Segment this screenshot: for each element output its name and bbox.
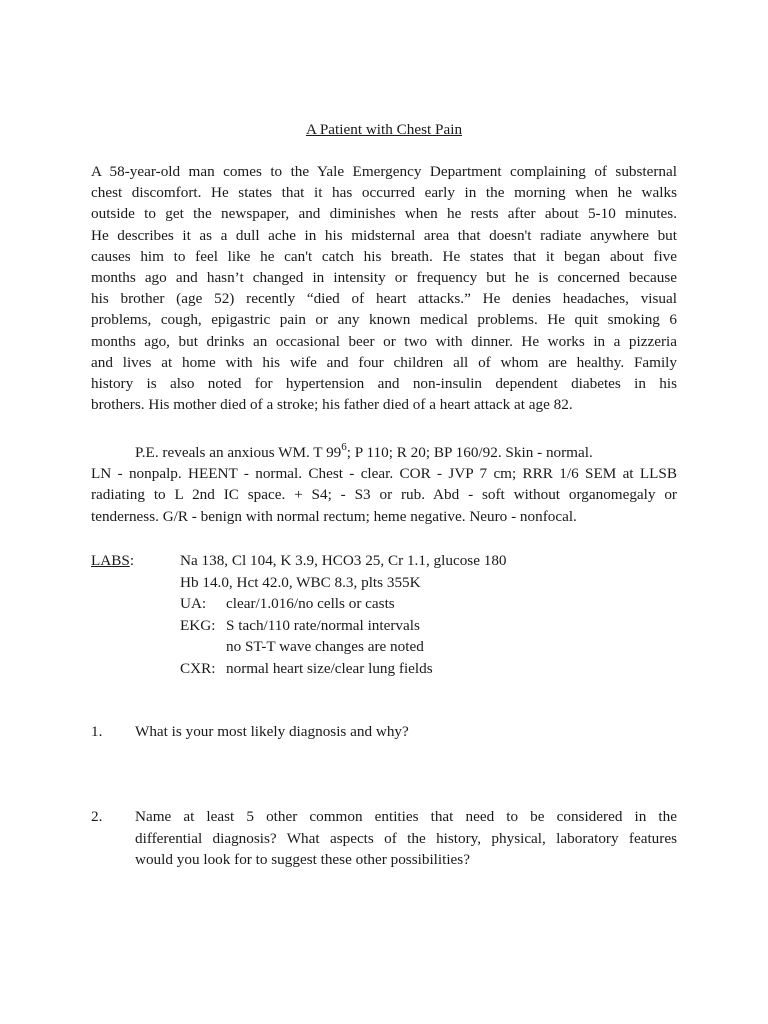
exam-vitals-suffix: ; P 110; R 20; BP 160/92. Skin - normal. xyxy=(346,444,593,461)
ua-key: UA: xyxy=(180,595,207,612)
question-text xyxy=(135,806,677,871)
ua-value: clear/1.016/no cells or casts xyxy=(226,595,395,612)
labs-label-text: LABS xyxy=(91,552,130,569)
exam-paragraph xyxy=(91,442,677,527)
history-line: problems, cough, epigastric pain or any known medical problems. He quit smoking 6 xyxy=(91,311,677,329)
history-line: his brother (age 52) recently “died of heart attacks.” He denies headaches, visual xyxy=(91,290,677,308)
cxr-key: CXR: xyxy=(180,659,216,677)
labs-ekg-row xyxy=(180,615,420,637)
question-number: 1. xyxy=(91,723,103,740)
exam-line-3: radiating to L 2nd IC space. + S4; - S3 or rub. Abd - soft without organomegaly or xyxy=(91,486,677,504)
labs-ekg-row-2 xyxy=(180,636,424,658)
labs-label-colon: : xyxy=(129,552,135,569)
question-line: would you look for to suggest these other possibilities? xyxy=(135,851,470,868)
history-line: chest discomfort. He states that it has occurred early in the morning when he walks xyxy=(91,184,677,202)
labs-label xyxy=(91,550,134,572)
question-line: differential diagnosis? What aspects of the history, physical, laboratory features xyxy=(135,829,677,847)
question-text: What is your most likely diagnosis and why? xyxy=(135,723,409,740)
history-paragraph xyxy=(91,161,677,415)
exam-line-1 xyxy=(91,442,677,463)
history-line: history is also noted for hypertension and non-insulin dependent diabetes in his xyxy=(91,375,677,393)
question-1 xyxy=(91,721,677,743)
question-line: Name at least 5 other common entities that need to be considered in the xyxy=(135,808,677,825)
history-line: outside to get the newspaper, and diminishes when he rests after about 5-10 minutes. xyxy=(91,205,677,223)
exam-line-2: LN - nonpalp. HEENT - normal. Chest - clear. COR - JVP 7 cm; RRR 1/6 SEM at LLSB xyxy=(91,465,677,483)
history-line: causes him to feel like he can't catch his breath. He states that it began about five xyxy=(91,247,677,265)
labs-ua-row xyxy=(180,593,395,615)
history-line: months ago, but drinks an occasional beer or two with dinner. He works in a pizzeria xyxy=(91,332,677,350)
ekg-key: EKG: xyxy=(180,616,216,634)
temperature-superscript: 6 xyxy=(341,440,347,453)
exam-vitals-prefix: P.E. reveals an anxious WM. T 99 xyxy=(135,444,342,461)
ekg-value-2: no ST-T wave changes are noted xyxy=(226,638,424,655)
labs-cxr-row xyxy=(180,658,433,680)
labs-hematology: Hb 14.0, Hct 42.0, WBC 8.3, plts 355K xyxy=(180,573,421,591)
history-line: A 58-year-old man comes to the Yale Emergency Department complaining of substernal xyxy=(91,163,677,180)
labs-chemistry: Na 138, Cl 104, K 3.9, HCO3 25, Cr 1.1, glucose 180 xyxy=(180,552,507,569)
question-2 xyxy=(91,806,677,871)
ekg-value: S tach/110 rate/normal intervals xyxy=(226,616,420,634)
history-line: He describes it as a dull ache in his midsternal area that doesn't radiate anywhere but xyxy=(91,226,677,244)
history-line: months ago and hasn’t changed in intensity or frequency but he is concerned because xyxy=(91,269,677,287)
question-number: 2. xyxy=(91,808,103,825)
cxr-value: normal heart size/clear lung fields xyxy=(226,659,433,677)
exam-line-4: tenderness. G/R - benign with normal rectum; heme negative. Neuro - nonfocal. xyxy=(91,507,577,525)
history-line: and lives at home with his wife and four children all of whom are healthy. Family xyxy=(91,353,677,371)
history-line: brothers. His mother died of a stroke; his father died of a heart attack at age 82. xyxy=(91,396,573,414)
page-title: A Patient with Chest Pain xyxy=(305,121,463,138)
